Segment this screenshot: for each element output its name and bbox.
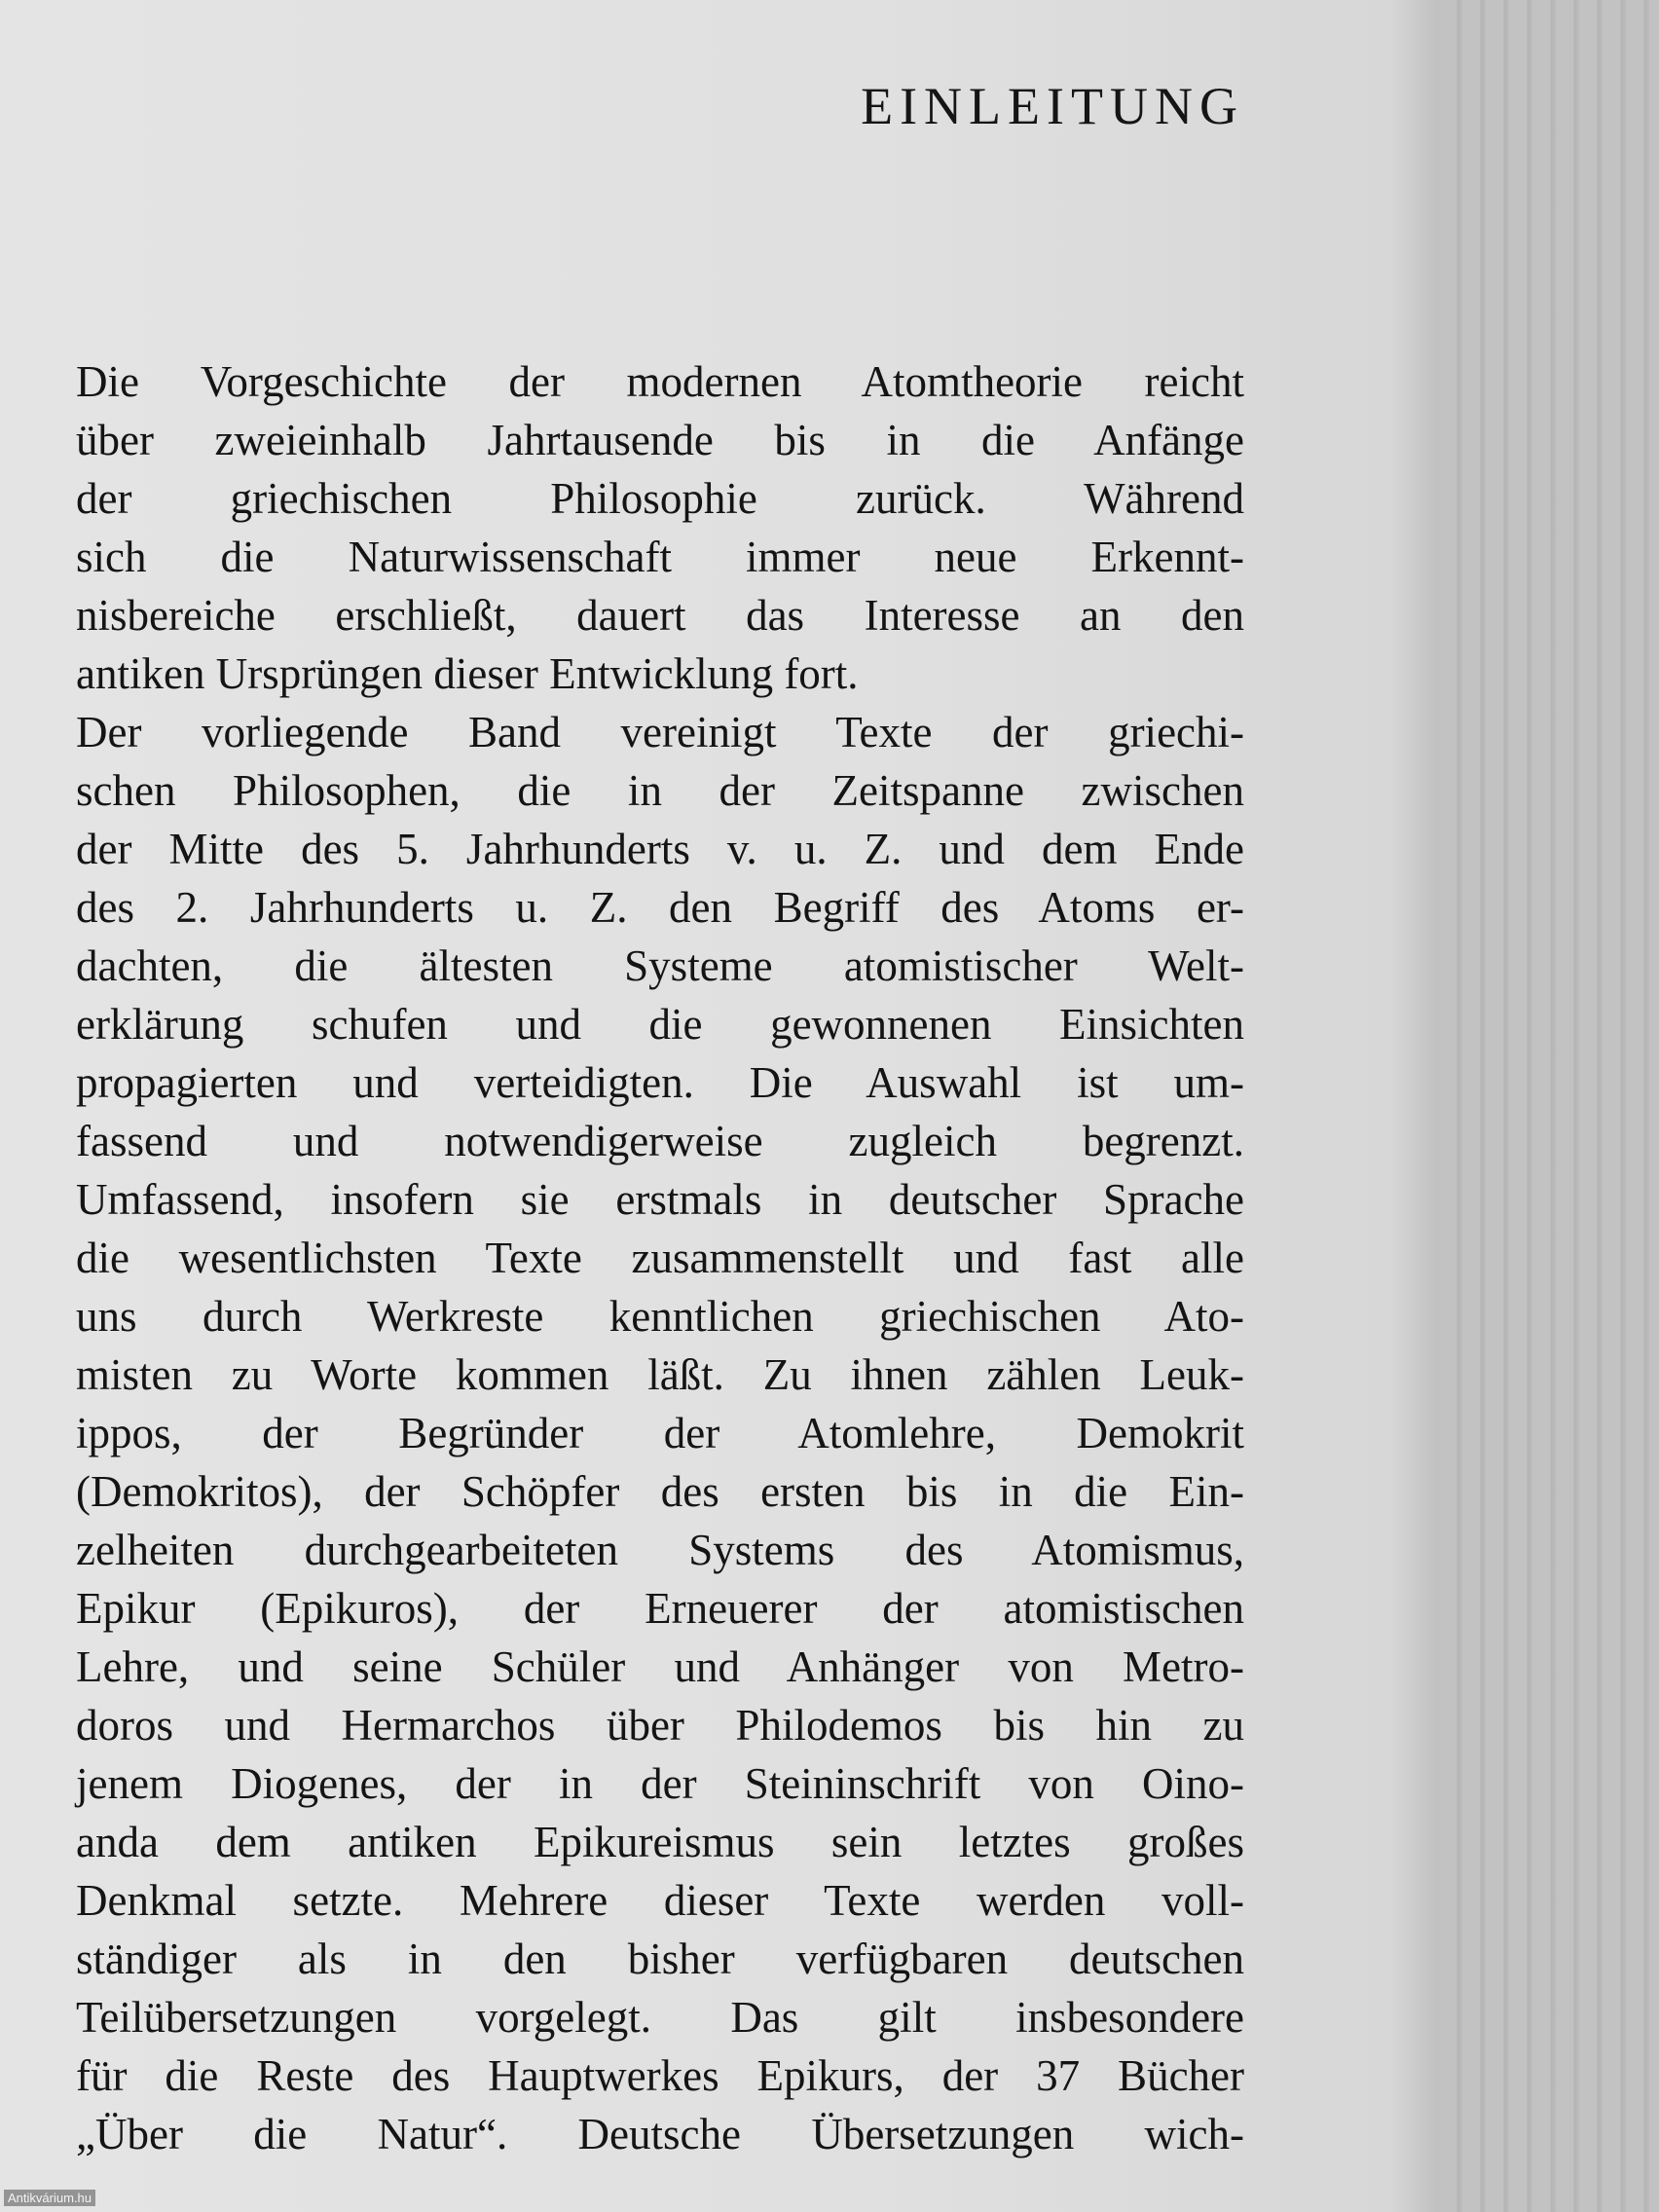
text-line: ständiger als in den bisher verfügbaren deutschen <box>76 1935 1244 1983</box>
text-line: doros und Hermarchos über Philodemos bis hin zu <box>76 1701 1244 1750</box>
text-line: uns durch Werkreste kenntlichen griechischen Ato- <box>76 1292 1244 1341</box>
text-line: Der vorliegende Band vereinigt Texte der griechi- <box>76 708 1244 756</box>
text-line: sich die Naturwissenschaft immer neue Erkennt- <box>76 533 1244 581</box>
text-line: der Mitte des 5. Jahrhunderts v. u. Z. und dem Ende <box>76 825 1244 873</box>
text-line: (Demokritos), der Schöpfer des ersten bis in die Ein- <box>76 1467 1244 1516</box>
text-line: dachten, die ältesten Systeme atomistischer Welt- <box>76 941 1244 990</box>
text-line: misten zu Worte kommen läßt. Zu ihnen zählen Leuk- <box>76 1350 1244 1399</box>
text-line: nisbereiche erschließt, dauert das Interesse an den <box>76 591 1244 640</box>
text-line: anda dem antiken Epikureismus sein letztes großes <box>76 1818 1244 1866</box>
text-line: propagierten und verteidigten. Die Auswahl ist um- <box>76 1058 1244 1107</box>
text-line: antiken Ursprüngen dieser Entwicklung fort. <box>76 649 859 698</box>
text-line: jenem Diogenes, der in der Steininschrift von Oino- <box>76 1759 1244 1808</box>
text-line: fassend und notwendigerweise zugleich begrenzt. <box>76 1117 1244 1165</box>
text-line: zelheiten durchgearbeiteten Systems des Atomismus, <box>76 1526 1244 1574</box>
chapter-heading: EINLEITUNG <box>861 77 1244 135</box>
text-line: erklärung schufen und die gewonnenen Einsichten <box>76 1000 1244 1049</box>
text-line: über zweieinhalb Jahrtausende bis in die Anfänge <box>76 416 1244 464</box>
text-line: schen Philosophen, die in der Zeitspanne zwischen <box>76 766 1244 815</box>
text-line: Teilübersetzungen vorgelegt. Das gilt insbesondere <box>76 1993 1244 2042</box>
text-line: ippos, der Begründer der Atomlehre, Demokrit <box>76 1409 1244 1457</box>
text-line: Epikur (Epikuros), der Erneuerer der atomistischen <box>76 1584 1244 1633</box>
text-line: des 2. Jahrhunderts u. Z. den Begriff des Atoms er- <box>76 883 1244 932</box>
text-line: Die Vorgeschichte der modernen Atomtheorie reicht <box>76 357 1244 406</box>
watermark: Antikvárium.hu <box>4 2190 95 2206</box>
text-line: die wesentlichsten Texte zusammenstellt und fast alle <box>76 1234 1244 1282</box>
background-surface <box>1439 0 1659 2212</box>
body-text <box>76 352 1244 2163</box>
text-line: Denkmal setzte. Mehrere dieser Texte werden voll- <box>76 1876 1244 1925</box>
text-line: Umfassend, insofern sie erstmals in deutscher Sprache <box>76 1175 1244 1224</box>
text-line: Lehre, und seine Schüler und Anhänger von Metro- <box>76 1642 1244 1691</box>
text-line: „Über die Natur“. Deutsche Übersetzungen wich- <box>76 2110 1244 2158</box>
text-line: für die Reste des Hauptwerkes Epikurs, der 37 Bücher <box>76 2051 1244 2100</box>
text-line: der griechischen Philosophie zurück. Während <box>76 474 1244 523</box>
